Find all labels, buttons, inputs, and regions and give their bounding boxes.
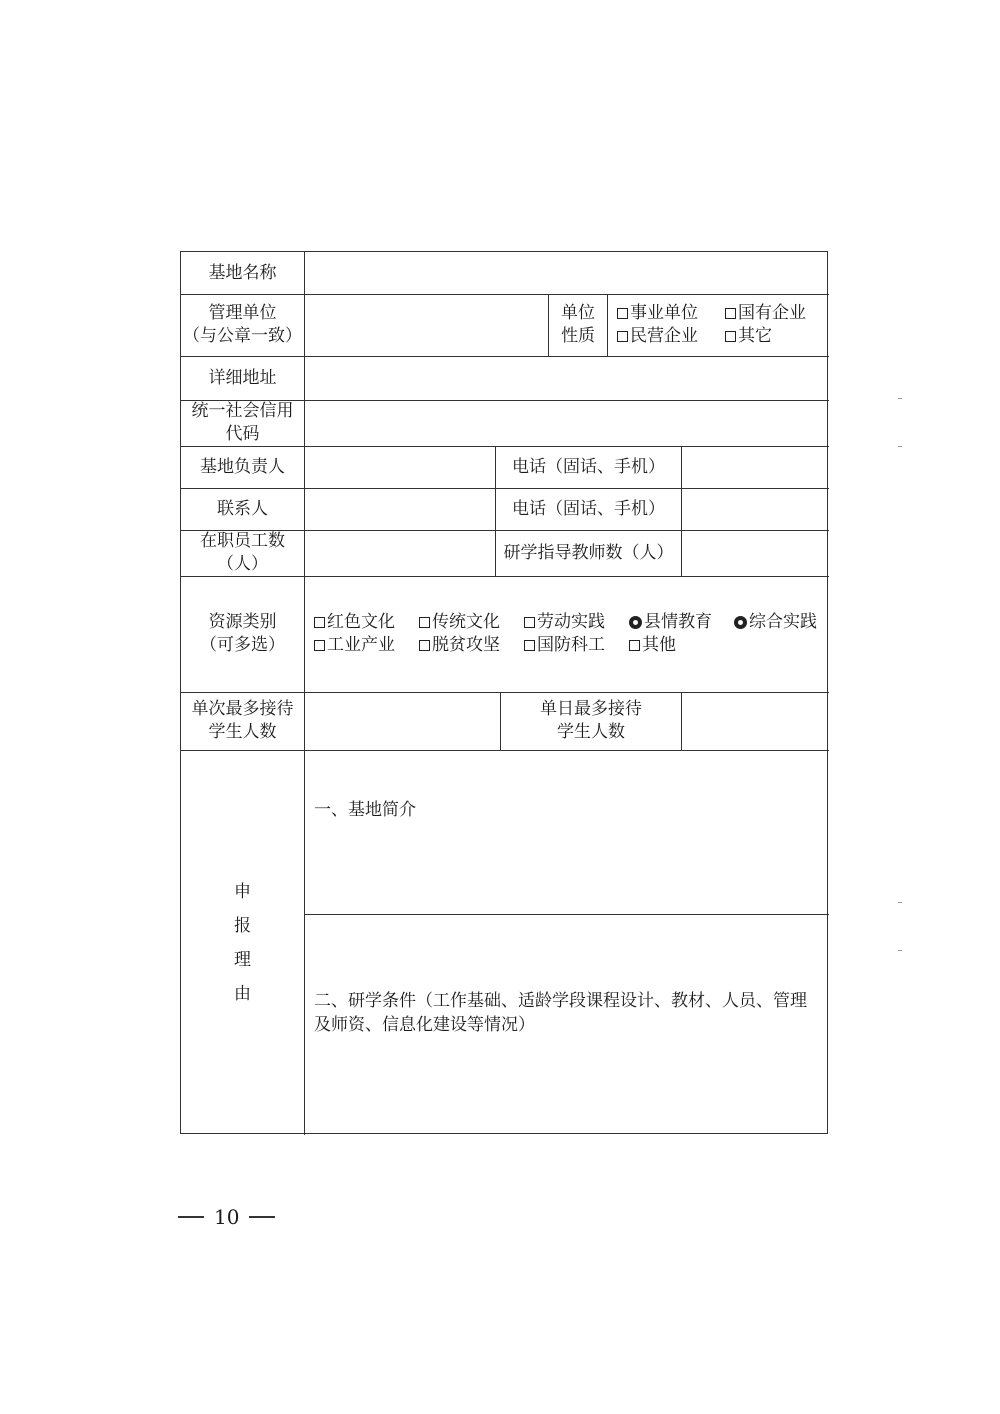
- address-field[interactable]: [305, 356, 829, 400]
- page-number: 10: [178, 1205, 275, 1229]
- option-comprehensive-practice[interactable]: 综合实践: [734, 611, 817, 634]
- daily-max-field[interactable]: [682, 692, 829, 750]
- resource-type-label: 资源类别 （可多选）: [200, 612, 285, 655]
- checkbox-icon[interactable]: [419, 617, 430, 628]
- contact-field[interactable]: [305, 488, 495, 530]
- application-form-table: [180, 251, 828, 1134]
- management-unit-field[interactable]: [305, 294, 548, 356]
- checkbox-icon[interactable]: [419, 640, 430, 651]
- management-unit-label: 管理单位 （与公章一致）: [183, 303, 302, 346]
- conditions-field[interactable]: [305, 1042, 829, 1135]
- single-max-field[interactable]: [305, 692, 500, 750]
- checkbox-icon[interactable]: [725, 331, 736, 342]
- unit-nature-label: 单位 性质: [561, 303, 595, 346]
- contact-label: 联系人: [217, 498, 268, 519]
- option-public-institution[interactable]: 事业单位: [617, 302, 725, 325]
- checkbox-icon[interactable]: [617, 308, 628, 319]
- selected-radio-icon[interactable]: [629, 616, 642, 629]
- dash-left: [178, 1216, 204, 1217]
- selected-radio-icon[interactable]: [734, 616, 747, 629]
- checkbox-icon[interactable]: [314, 640, 325, 651]
- option-red-culture[interactable]: 红色文化: [314, 611, 419, 634]
- intro-heading: 一、基地简介: [314, 800, 416, 820]
- unit-nature-options: [617, 294, 829, 356]
- credit-code-field[interactable]: [305, 400, 829, 446]
- contact-phone-field[interactable]: [682, 488, 829, 530]
- teacher-count-label: 研学指导教师数（人）: [503, 542, 674, 563]
- intro-field[interactable]: [305, 822, 829, 914]
- credit-code-label: 统一社会信用 代码: [191, 401, 294, 444]
- base-head-field[interactable]: [305, 446, 495, 488]
- checkbox-icon[interactable]: [725, 308, 736, 319]
- staff-count-label: 在职员工数 （人）: [200, 531, 285, 574]
- address-label: 详细地址: [208, 367, 277, 388]
- option-state-owned[interactable]: 国有企业: [725, 302, 806, 325]
- checkbox-icon[interactable]: [629, 640, 640, 651]
- application-reason-label: 申 报 理 由: [234, 881, 251, 1004]
- option-industry[interactable]: 工业产业: [314, 634, 419, 657]
- head-phone-label: 电话（固话、手机）: [512, 456, 665, 477]
- option-private[interactable]: 民营企业: [617, 325, 725, 348]
- contact-phone-label: 电话（固话、手机）: [512, 498, 665, 519]
- daily-max-label: 单日最多接待 学生人数: [540, 699, 642, 742]
- checkbox-icon[interactable]: [314, 617, 325, 628]
- option-traditional-culture[interactable]: 传统文化: [419, 611, 524, 634]
- conditions-heading: 二、研学条件（工作基础、适龄学段课程设计、教材、人员、管理 及师资、信息化建设等情况）: [314, 991, 807, 1035]
- dash-right: [249, 1216, 275, 1217]
- checkbox-icon[interactable]: [524, 617, 535, 628]
- option-other-nature[interactable]: 其它: [725, 325, 772, 348]
- base-name-label: 基地名称: [208, 262, 277, 283]
- base-head-label: 基地负责人: [200, 456, 285, 477]
- checkbox-icon[interactable]: [524, 640, 535, 651]
- option-other-resource[interactable]: 其他: [629, 634, 676, 657]
- teacher-count-field[interactable]: [682, 530, 829, 576]
- head-phone-field[interactable]: [682, 446, 829, 488]
- staff-count-field[interactable]: [305, 530, 495, 576]
- base-name-field[interactable]: [305, 252, 829, 294]
- resource-type-options: [314, 576, 829, 692]
- option-defense-tech[interactable]: 国防科工: [524, 634, 629, 657]
- option-county-education[interactable]: 县情教育: [629, 611, 734, 634]
- option-poverty-alleviation[interactable]: 脱贫攻坚: [419, 634, 524, 657]
- option-labor-practice[interactable]: 劳动实践: [524, 611, 629, 634]
- single-max-label: 单次最多接待 学生人数: [191, 699, 294, 742]
- checkbox-icon[interactable]: [617, 331, 628, 342]
